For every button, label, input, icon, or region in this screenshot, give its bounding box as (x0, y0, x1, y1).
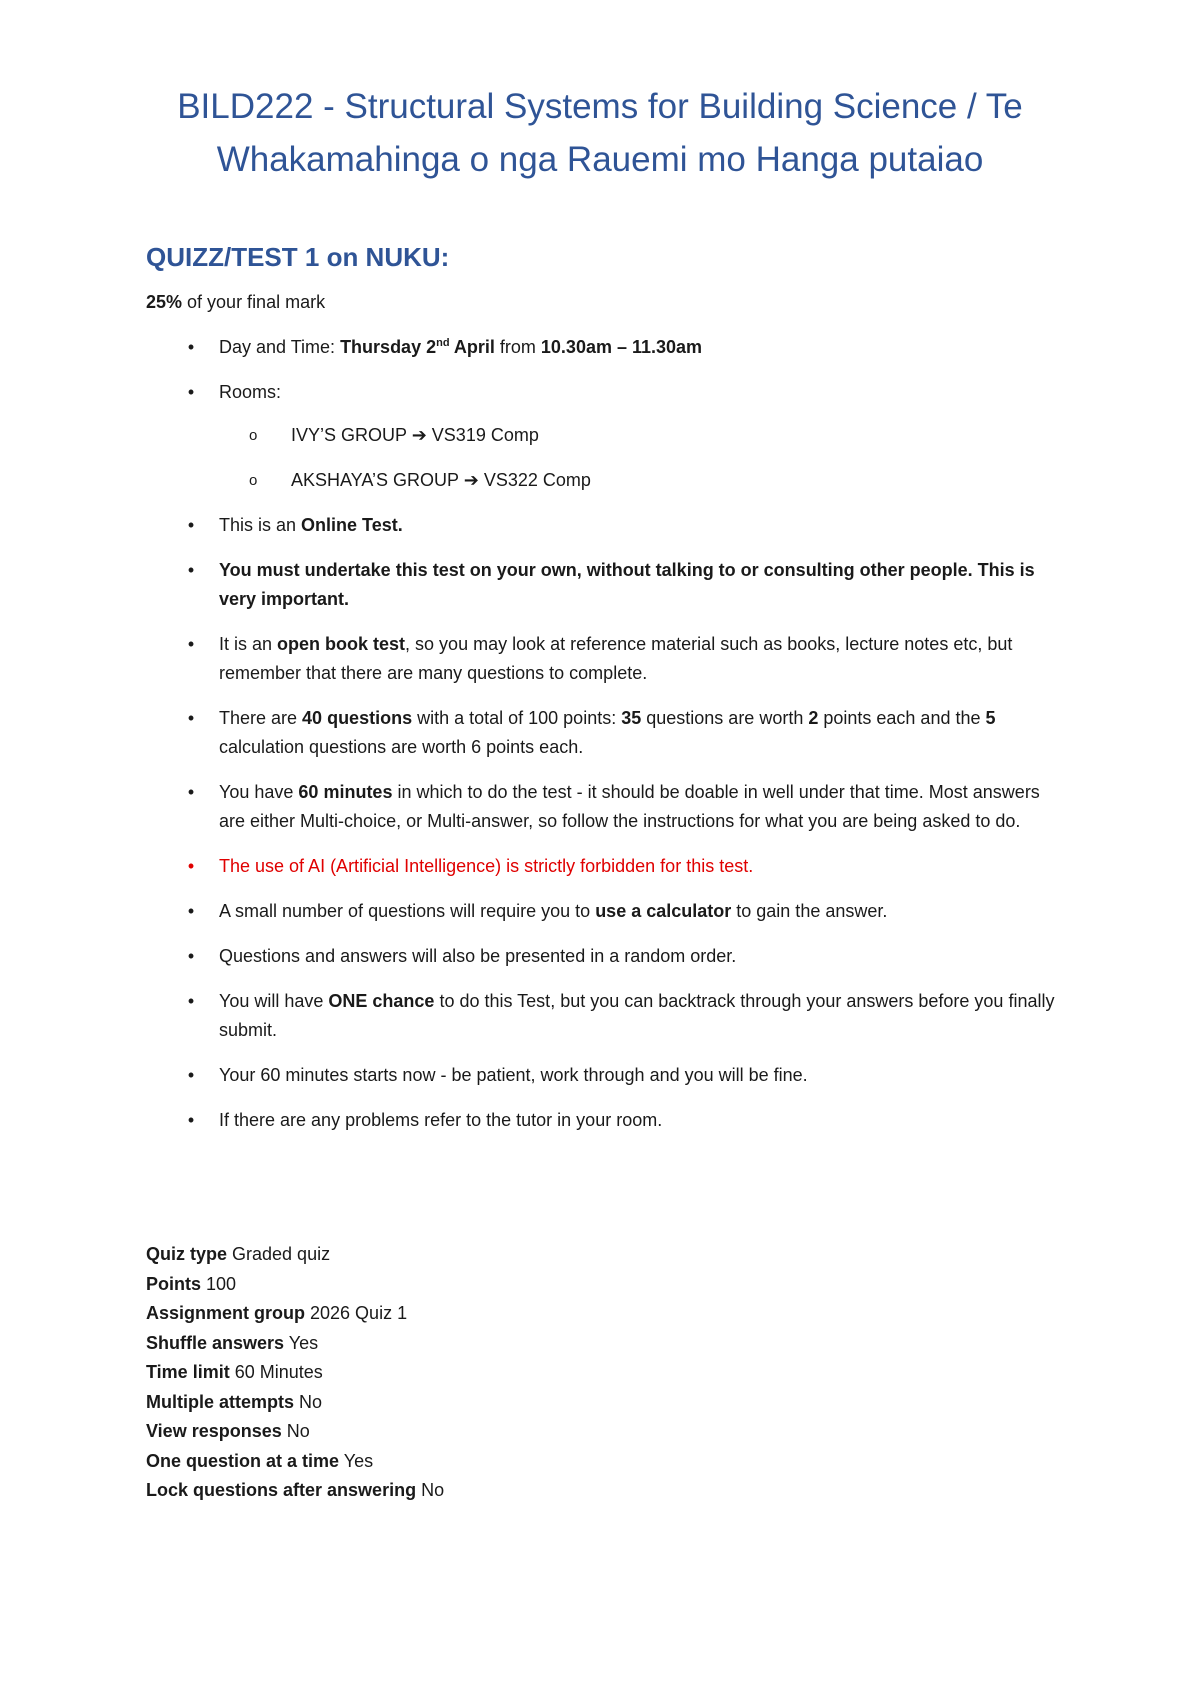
exam-day: Thursday 2nd April (340, 337, 495, 357)
group-name: IVY’S GROUP (291, 425, 412, 445)
list-item-questions: • There are 40 questions with a total of 100 points: 35 questions are worth 2 points each and the 5 calculation questions are worth 6 points each. (146, 704, 1066, 762)
quiz-settings (146, 1240, 444, 1506)
rooms-label: Rooms: (219, 382, 282, 402)
group-name: AKSHAYA’S GROUP (291, 470, 464, 490)
room-name: VS322 Comp (478, 470, 591, 490)
room-item (219, 421, 1066, 450)
bullet-icon: • (187, 337, 195, 357)
list-item-rooms (146, 378, 1066, 495)
list-item-own-work: • You must undertake this test on your own, without talking to or consulting other people. This is very important. (146, 556, 1066, 614)
setting-view-responses: View responses No (146, 1421, 310, 1441)
sub-bullet-icon: o (249, 427, 258, 444)
bullet-icon: • (187, 382, 195, 402)
exam-time: 10.30am – 11.30am (540, 337, 703, 357)
instructions-list (146, 333, 1066, 1151)
bullet-icon: • (187, 991, 195, 1011)
list-item-ai-warning (146, 852, 1066, 881)
list-item-calculator: • A small number of questions will require you to use a calculator to gain the answer. (146, 897, 1066, 926)
list-item-starts-now: • Your 60 minutes starts now - be patient, work through and you will be fine. (146, 1061, 1066, 1090)
final-mark-percent: 25% (146, 292, 183, 312)
setting-time-limit: Time limit 60 Minutes (146, 1362, 323, 1382)
setting-points: Points 100 (146, 1273, 237, 1294)
bullet-icon: • (187, 515, 195, 535)
final-mark-text: of your final mark (182, 292, 326, 312)
bullet-icon: • (187, 856, 195, 876)
bullet-icon: • (187, 708, 195, 728)
list-item-minutes: • You have 60 minutes in which to do the test - it should be doable in well under that time. Most answers are either Multi-choice, or Multi-answer, so follow the instructions for what you are being asked to do. (146, 778, 1066, 836)
room-name: VS319 Comp (426, 425, 539, 445)
bullet-icon: • (187, 901, 195, 921)
arrow-right-icon: ➔ (463, 470, 479, 490)
bullet-icon: • (187, 1065, 195, 1085)
setting-lock-questions: Lock questions after answering No (146, 1480, 445, 1500)
list-item-day-time: • Day and Time: Thursday 2nd April from 10.30am – 11.30am (146, 333, 1066, 362)
document-title: BILD222 - Structural Systems for Building Science / Te Whakamahinga o nga Rauemi mo Hanga putaiao (177, 87, 1023, 179)
final-mark-line (146, 288, 325, 317)
setting-shuffle-answers: Shuffle answers Yes (146, 1332, 319, 1353)
list-item-random-order: • Questions and answers will also be presented in a random order. (146, 942, 1066, 971)
bullet-icon: • (187, 782, 195, 802)
bullet-icon: • (187, 946, 195, 966)
arrow-right-icon: ➔ (411, 425, 427, 445)
list-item-open-book: • It is an open book test, so you may look at reference material such as books, lecture notes etc, but remember that there are many questions to complete. (146, 630, 1066, 688)
setting-quiz-type: Quiz type Graded quiz (146, 1244, 331, 1264)
bullet-icon: • (187, 1110, 195, 1130)
rooms-list (219, 421, 1066, 495)
sub-bullet-icon: o (249, 472, 258, 489)
bullet-icon: • (187, 560, 195, 580)
bullet-icon: • (187, 634, 195, 654)
ai-warning-text: The use of AI (Artificial Intelligence) is strictly forbidden for this test. (219, 856, 754, 876)
setting-one-question: One question at a time Yes (146, 1450, 374, 1471)
list-item-online: • This is an Online Test. (146, 511, 1066, 540)
setting-assignment-group: Assignment group 2026 Quiz 1 (146, 1303, 408, 1323)
list-item-one-chance: • You will have ONE chance to do this Test, but you can backtrack through your answers before you finally submit. (146, 987, 1066, 1045)
room-item (219, 466, 1066, 495)
list-item-problems: • If there are any problems refer to the tutor in your room. (146, 1106, 1066, 1135)
setting-multiple-attempts: Multiple attempts No (146, 1391, 323, 1412)
section-heading: QUIZZ/TEST 1 on NUKU: (146, 242, 450, 272)
